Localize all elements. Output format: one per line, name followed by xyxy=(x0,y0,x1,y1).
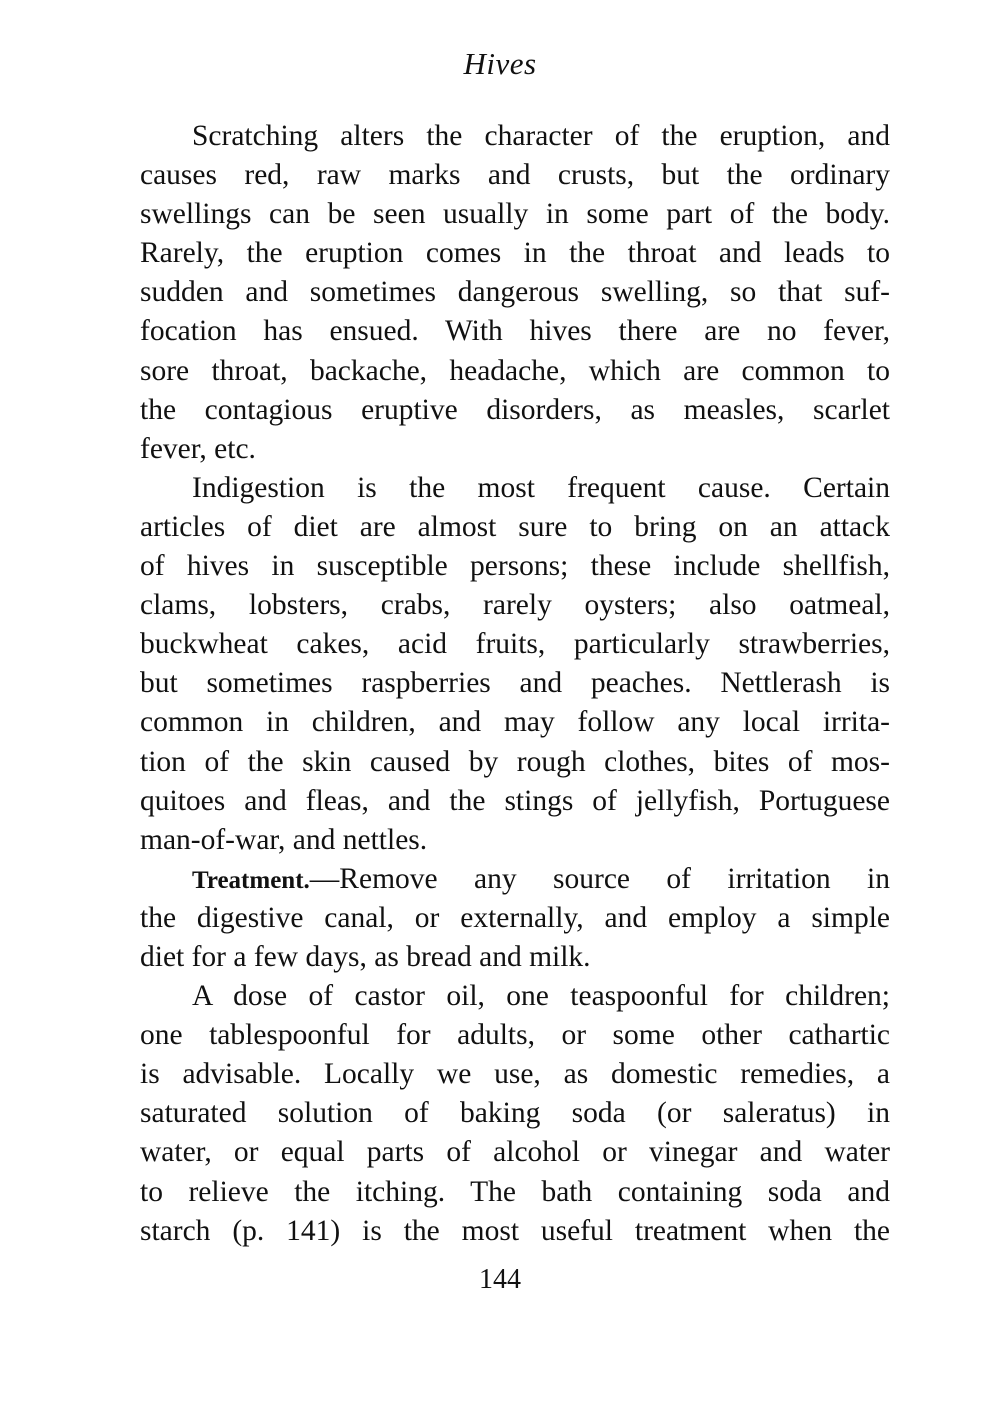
text-line xyxy=(140,782,890,821)
text-line xyxy=(140,821,890,860)
line-text: man-of-war, and nettles. xyxy=(140,823,428,856)
line-text: fever, etc. xyxy=(140,432,256,465)
line-text: of hives in susceptible persons; these include shellfish, xyxy=(140,550,890,583)
text-line xyxy=(140,469,890,508)
text-line xyxy=(140,703,890,742)
line-text: common in children, and may follow any local irrita- xyxy=(140,706,890,739)
line-text: one tablespoonful for adults, or some other cathartic xyxy=(140,1019,890,1052)
running-head: Hives xyxy=(463,46,537,81)
text-line xyxy=(140,430,890,469)
line-text: starch (p. 141) is the most useful treatment when the xyxy=(140,1214,890,1247)
line-text: sore throat, backache, headache, which are common to xyxy=(140,354,890,387)
text-line xyxy=(140,273,890,312)
text-line xyxy=(140,1133,890,1172)
line-text: to relieve the itching. The bath containing soda and xyxy=(140,1175,890,1208)
line-text: A dose of castor oil, one teaspoonful for children; xyxy=(192,980,890,1013)
text-line xyxy=(140,1016,890,1055)
line-text: diet for a few days, as bread and milk. xyxy=(140,940,591,973)
text-line xyxy=(140,586,890,625)
text-line xyxy=(140,1173,890,1212)
line-text: swellings can be seen usually in some part of the body. xyxy=(140,198,890,231)
text-line xyxy=(140,1094,890,1133)
text-line xyxy=(140,977,890,1016)
line-text: is advisable. Locally we use, as domestic remedies, a xyxy=(140,1058,890,1091)
section-heading: Treatment. xyxy=(192,866,310,894)
text-line xyxy=(140,352,890,391)
line-text: Indigestion is the most frequent cause. Certain xyxy=(192,471,890,504)
text-line xyxy=(140,117,890,156)
text-line xyxy=(140,234,890,273)
line-text: buckwheat cakes, acid fruits, particularly strawberries, xyxy=(140,628,890,661)
line-text: causes red, raw marks and crusts, but the ordinary xyxy=(140,159,890,192)
text-line xyxy=(140,547,890,586)
text-line xyxy=(140,195,890,234)
line-text: Rarely, the eruption comes in the throat and leads to xyxy=(140,237,890,270)
line-text: water, or equal parts of alcohol or vinegar and water xyxy=(140,1136,890,1169)
text-line xyxy=(140,743,890,782)
line-text: quitoes and fleas, and the stings of jellyfish, Portuguese xyxy=(140,784,890,817)
line-text: the digestive canal, or externally, and employ a simple xyxy=(140,901,890,934)
text-line xyxy=(140,1055,890,1094)
text-line xyxy=(140,625,890,664)
line-text: focation has ensued. With hives there are no fever, xyxy=(140,315,890,348)
line-text: Scratching alters the character of the eruption, and xyxy=(192,120,890,152)
line-text: tion of the skin caused by rough clothes, bites of mos- xyxy=(140,745,890,778)
text-line xyxy=(140,156,890,195)
text-line xyxy=(140,899,890,938)
body-text xyxy=(140,117,890,1251)
text-line xyxy=(140,938,890,977)
text-line xyxy=(140,391,890,430)
text-line xyxy=(140,1212,890,1251)
line-text: clams, lobsters, crabs, rarely oysters; also oatmeal, xyxy=(140,589,890,622)
line-text: articles of diet are almost sure to bring on an attack xyxy=(140,510,890,543)
text-line xyxy=(140,312,890,351)
text-line xyxy=(140,508,890,547)
line-text: saturated solution of baking soda (or saleratus) in xyxy=(140,1097,890,1130)
text-line xyxy=(140,860,890,899)
page-number: 144 xyxy=(479,1264,521,1295)
line-text: —Remove any source of irritation in xyxy=(309,862,890,895)
text-line xyxy=(140,664,890,703)
line-text: sudden and sometimes dangerous swelling, so that suf- xyxy=(140,276,890,309)
line-text: the contagious eruptive disorders, as measles, scarlet xyxy=(140,393,890,426)
line-text: but sometimes raspberries and peaches. Nettlerash is xyxy=(140,667,890,700)
